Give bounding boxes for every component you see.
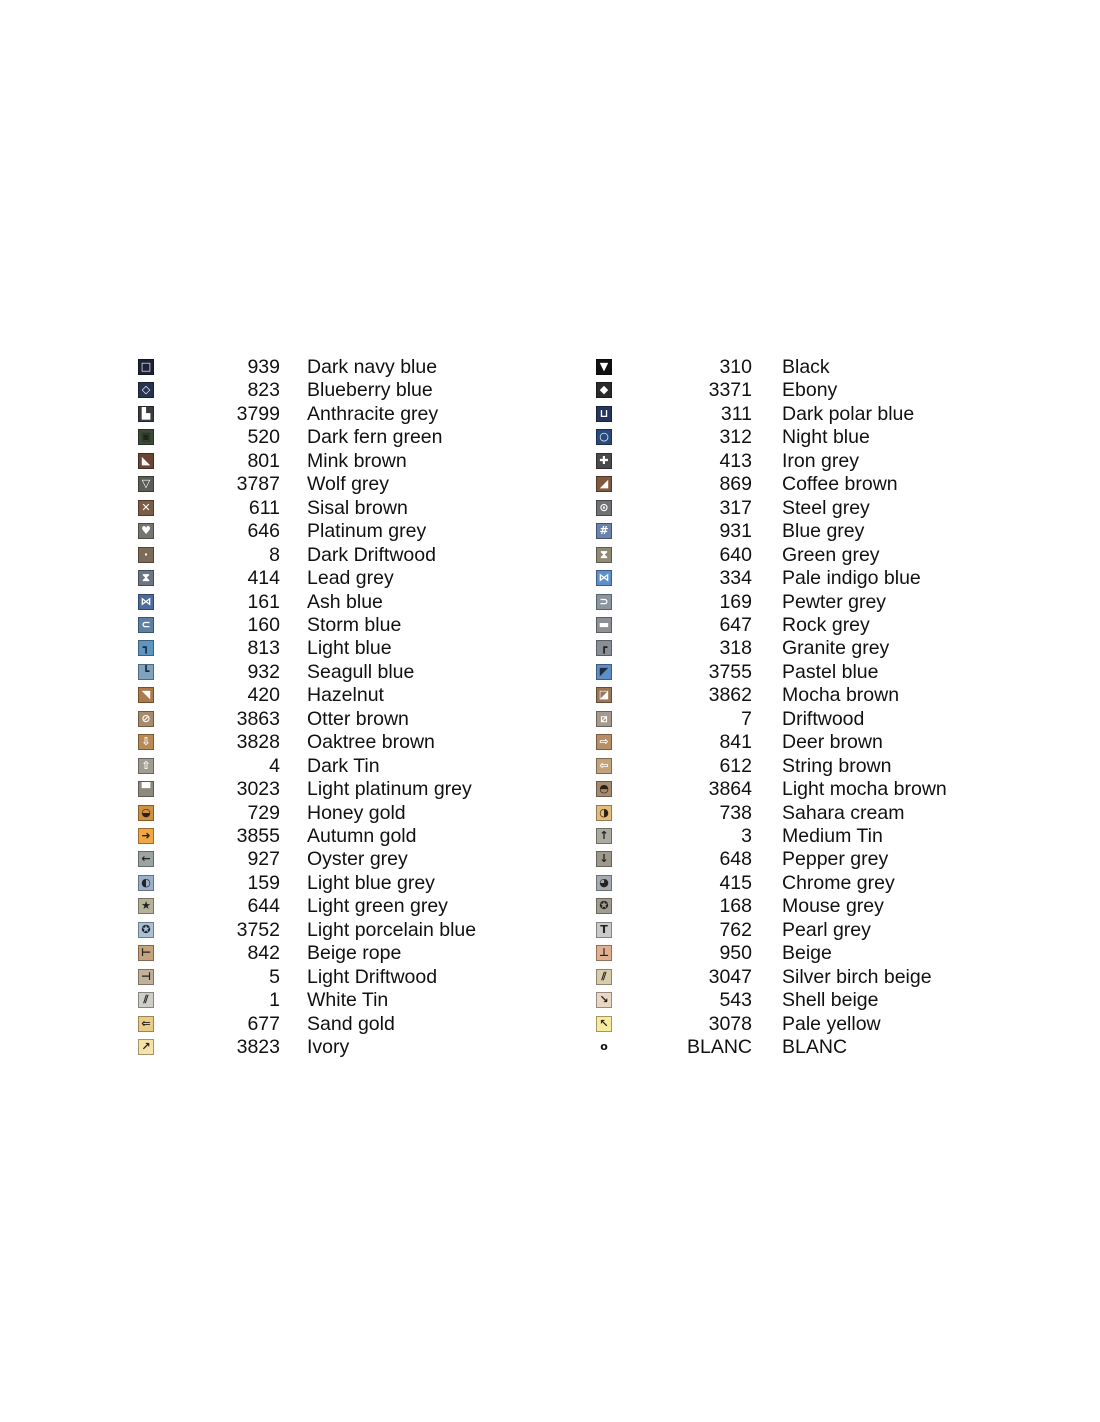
color-swatch-icon: ✕ xyxy=(138,500,154,516)
legend-row xyxy=(0,379,1100,402)
color-swatch-icon: ◕ xyxy=(596,875,612,891)
thread-code: 644 xyxy=(247,895,280,918)
color-name: Light mocha brown xyxy=(782,778,947,801)
thread-code: 729 xyxy=(247,801,280,824)
color-name: Deer brown xyxy=(782,731,883,754)
color-swatch-icon: ◣ xyxy=(138,453,154,469)
color-name: Dark Driftwood xyxy=(307,543,436,566)
thread-code: 823 xyxy=(247,379,280,402)
thread-code: 317 xyxy=(719,496,752,519)
color-name: Black xyxy=(782,356,830,378)
color-swatch-icon: ⇨ xyxy=(596,734,612,750)
color-name: BLANC xyxy=(782,1036,848,1059)
thread-code: 1 xyxy=(269,989,280,1012)
thread-code: 3828 xyxy=(236,731,280,754)
legend-row xyxy=(0,872,1100,895)
color-name: Pearl grey xyxy=(782,918,871,941)
legend-row xyxy=(0,755,1100,778)
thread-code: 161 xyxy=(247,590,280,613)
color-name: Pastel blue xyxy=(782,660,879,683)
thread-code: 648 xyxy=(719,848,752,871)
color-name: Wolf grey xyxy=(307,473,389,496)
color-swatch-icon: ◇ xyxy=(138,382,154,398)
legend-row xyxy=(0,942,1100,965)
color-name: Mocha brown xyxy=(782,684,900,707)
thread-code: 543 xyxy=(719,989,752,1012)
thread-code: 420 xyxy=(247,684,280,707)
legend-row xyxy=(0,544,1100,567)
legend-row xyxy=(0,591,1100,614)
color-name: Chrome grey xyxy=(782,871,895,894)
color-swatch-icon: ✚ xyxy=(596,453,612,469)
color-swatch-icon: ◥ xyxy=(138,687,154,703)
thread-code: BLANC xyxy=(686,1036,752,1059)
color-swatch-icon: ○ xyxy=(596,429,612,445)
color-swatch-icon: · xyxy=(138,547,154,563)
color-name: Light porcelain blue xyxy=(307,918,477,941)
thread-code: 415 xyxy=(719,871,752,894)
legend-row xyxy=(0,403,1100,426)
color-name: Platinum grey xyxy=(307,520,427,543)
thread-code: 8 xyxy=(269,543,280,566)
thread-code: 611 xyxy=(248,496,280,519)
color-swatch-icon: ↘ xyxy=(596,992,612,1008)
thread-code: 3799 xyxy=(236,402,280,425)
color-swatch-icon: ┏ xyxy=(596,640,612,656)
color-swatch-icon: # xyxy=(596,523,612,539)
thread-code: 927 xyxy=(247,848,280,871)
color-swatch-icon: ┗ xyxy=(138,664,154,680)
color-name: Honey gold xyxy=(307,801,406,824)
thread-code: 334 xyxy=(719,567,752,590)
color-swatch-icon: ← xyxy=(138,851,154,867)
color-name: Seagull blue xyxy=(307,660,415,683)
color-swatch-icon: ⊢ xyxy=(138,945,154,961)
legend-row xyxy=(0,848,1100,871)
thread-code: 159 xyxy=(247,871,280,894)
color-swatch-icon: o xyxy=(596,1039,612,1055)
color-name: Dark navy blue xyxy=(307,356,438,378)
thread-code: 646 xyxy=(247,520,280,543)
color-name: Pepper grey xyxy=(782,848,889,871)
color-name: Pewter grey xyxy=(782,590,887,613)
color-swatch-icon: ◑ xyxy=(596,805,612,821)
legend-row xyxy=(0,1013,1100,1036)
color-name: Mink brown xyxy=(307,449,407,472)
legend-row xyxy=(0,567,1100,590)
color-swatch-icon: ➜ xyxy=(138,828,154,844)
color-swatch-icon: ⊣ xyxy=(138,969,154,985)
color-name: Dark polar blue xyxy=(782,402,915,425)
legend-row xyxy=(0,614,1100,637)
thread-code: 7 xyxy=(741,707,752,730)
thread-code: 939 xyxy=(247,356,280,378)
color-swatch-icon: ↓ xyxy=(596,851,612,867)
thread-code: 842 xyxy=(247,942,280,965)
legend-row xyxy=(0,708,1100,731)
color-name: Dark fern green xyxy=(307,426,443,449)
color-name: Sahara cream xyxy=(782,801,905,824)
color-name: Driftwood xyxy=(782,707,865,730)
color-swatch-icon: ◆ xyxy=(596,382,612,398)
color-name: Lead grey xyxy=(307,567,394,590)
color-swatch-icon: ✪ xyxy=(138,922,154,938)
legend-row xyxy=(0,1036,1100,1059)
color-swatch-icon: ◒ xyxy=(138,805,154,821)
legend-row xyxy=(0,802,1100,825)
thread-code: 3864 xyxy=(708,778,752,801)
color-swatch-icon: ↗ xyxy=(138,1039,154,1055)
color-name: Ebony xyxy=(782,379,838,402)
color-swatch-icon: ⇐ xyxy=(138,1016,154,1032)
thread-code: 3371 xyxy=(708,379,752,402)
color-name: Hazelnut xyxy=(307,684,384,707)
thread-code: 677 xyxy=(247,1012,280,1035)
color-name: Oyster grey xyxy=(307,848,408,871)
color-swatch-icon: ⊥ xyxy=(596,945,612,961)
color-swatch-icon: ★ xyxy=(138,898,154,914)
color-name: Medium Tin xyxy=(782,825,883,847)
legend-row xyxy=(0,356,1100,379)
thread-code: 3855 xyxy=(236,825,280,847)
color-swatch-icon: ⊃ xyxy=(596,594,612,610)
thread-code: 310 xyxy=(719,356,752,378)
color-swatch-icon: ⧄ xyxy=(596,711,612,727)
thread-code: 3823 xyxy=(236,1036,280,1059)
legend-row xyxy=(0,426,1100,449)
color-name: Rock grey xyxy=(782,613,870,636)
thread-code: 318 xyxy=(719,637,752,660)
thread-code: 738 xyxy=(719,801,752,824)
legend-row xyxy=(0,497,1100,520)
color-name: Oaktree brown xyxy=(307,731,435,754)
color-name: Night blue xyxy=(782,426,870,449)
legend-row xyxy=(0,637,1100,660)
color-name: Granite grey xyxy=(782,637,890,660)
thread-code: 413 xyxy=(719,449,752,472)
color-name: Light blue xyxy=(307,637,392,660)
color-swatch-icon: ◤ xyxy=(596,664,612,680)
color-swatch-icon: ⇧ xyxy=(138,758,154,774)
thread-code: 3755 xyxy=(708,660,752,683)
color-swatch-icon: ⫽ xyxy=(596,969,612,985)
color-name: Beige xyxy=(782,942,832,965)
color-name: Otter brown xyxy=(307,707,409,730)
thread-code: 841 xyxy=(719,731,752,754)
color-swatch-icon: ⇦ xyxy=(596,758,612,774)
color-swatch-icon: ⇩ xyxy=(138,734,154,750)
thread-code: 813 xyxy=(247,637,280,660)
color-swatch-icon: ▙ xyxy=(138,406,154,422)
color-swatch-icon: ┓ xyxy=(138,640,154,656)
thread-code: 931 xyxy=(719,520,752,543)
color-name: Light Driftwood xyxy=(307,965,438,988)
color-name: Ash blue xyxy=(307,590,383,613)
color-swatch-icon: ▀ xyxy=(138,781,154,797)
legend-row xyxy=(0,778,1100,801)
color-swatch-icon: ⊂ xyxy=(138,617,154,633)
color-name: Light platinum grey xyxy=(307,778,472,801)
color-name: Sand gold xyxy=(307,1012,395,1035)
color-swatch-icon: ⊙ xyxy=(596,500,612,516)
color-swatch-icon: □ xyxy=(138,359,154,375)
color-name: Light blue grey xyxy=(307,871,435,894)
legend-row xyxy=(0,919,1100,942)
color-swatch-icon: ↑ xyxy=(596,828,612,844)
color-name: Pale yellow xyxy=(782,1012,881,1035)
color-swatch-icon: ✪ xyxy=(596,898,612,914)
color-swatch-icon: ▽ xyxy=(138,476,154,492)
thread-code: 3078 xyxy=(708,1012,752,1035)
color-name: Pale indigo blue xyxy=(782,567,921,590)
color-swatch-icon: ↖ xyxy=(596,1016,612,1032)
color-swatch-icon: ▬ xyxy=(596,617,612,633)
legend-row xyxy=(0,989,1100,1012)
color-swatch-icon: ◐ xyxy=(138,875,154,891)
thread-code: 520 xyxy=(247,426,280,449)
thread-code: 3862 xyxy=(708,684,752,707)
color-name: String brown xyxy=(782,754,892,777)
color-name: Beige rope xyxy=(307,942,402,965)
color-name: Blue grey xyxy=(782,520,865,543)
color-name: Autumn gold xyxy=(307,825,417,847)
thread-code: 414 xyxy=(247,567,280,590)
legend-row xyxy=(0,966,1100,989)
color-swatch-icon: ◪ xyxy=(596,687,612,703)
thread-code: 647 xyxy=(719,613,752,636)
thread-code: 169 xyxy=(719,590,752,613)
color-swatch-icon: ⫽ xyxy=(138,992,154,1008)
thread-code: 612 xyxy=(719,754,752,777)
legend-row xyxy=(0,661,1100,684)
color-swatch-icon: ⋈ xyxy=(596,570,612,586)
legend-row xyxy=(0,731,1100,754)
color-name: Shell beige xyxy=(782,989,879,1012)
color-name: White Tin xyxy=(307,989,389,1012)
legend-row xyxy=(0,450,1100,473)
legend-row xyxy=(0,520,1100,543)
legend-row xyxy=(0,895,1100,918)
thread-code: 801 xyxy=(247,449,280,472)
color-name: Coffee brown xyxy=(782,473,898,496)
thread-code: 5 xyxy=(269,965,280,988)
color-swatch-icon: ♥ xyxy=(138,523,154,539)
color-swatch-icon: ⊘ xyxy=(138,711,154,727)
legend-row xyxy=(0,825,1100,848)
color-swatch-icon: T xyxy=(596,922,612,938)
color-swatch-icon: ⋈ xyxy=(138,594,154,610)
thread-code: 3787 xyxy=(236,473,280,496)
color-name: Sisal brown xyxy=(307,496,408,519)
thread-code: 640 xyxy=(719,543,752,566)
thread-code: 932 xyxy=(247,660,280,683)
thread-code: 3863 xyxy=(236,707,280,730)
thread-code: 3023 xyxy=(236,778,280,801)
thread-code: 4 xyxy=(269,754,280,777)
thread-code: 869 xyxy=(719,473,752,496)
color-name: Green grey xyxy=(782,543,880,566)
color-name: Ivory xyxy=(307,1036,350,1059)
color-swatch-icon: ▣ xyxy=(138,429,154,445)
color-name: Iron grey xyxy=(782,449,859,472)
color-swatch-icon: ⊔ xyxy=(596,406,612,422)
color-name: Storm blue xyxy=(307,613,402,636)
legend-row xyxy=(0,473,1100,496)
thread-code: 3047 xyxy=(708,965,752,988)
color-name: Light green grey xyxy=(307,895,448,918)
color-swatch-icon: ◓ xyxy=(596,781,612,797)
color-swatch-icon: ⧗ xyxy=(138,570,154,586)
thread-code: 312 xyxy=(719,426,752,449)
color-name: Anthracite grey xyxy=(307,402,439,425)
thread-code: 762 xyxy=(719,918,752,941)
color-name: Blueberry blue xyxy=(307,379,433,402)
color-name: Silver birch beige xyxy=(782,965,932,988)
color-name: Steel grey xyxy=(782,496,870,519)
color-swatch-icon: ⧗ xyxy=(596,547,612,563)
thread-code: 160 xyxy=(247,613,280,636)
thread-code: 311 xyxy=(720,402,752,425)
thread-code: 3 xyxy=(741,825,752,847)
thread-code: 3752 xyxy=(236,918,280,941)
thread-code: 168 xyxy=(719,895,752,918)
color-swatch-icon: ▼ xyxy=(596,359,612,375)
legend-row xyxy=(0,684,1100,707)
thread-code: 950 xyxy=(719,942,752,965)
color-name: Mouse grey xyxy=(782,895,884,918)
color-name: Dark Tin xyxy=(307,754,380,777)
color-swatch-icon: ◢ xyxy=(596,476,612,492)
